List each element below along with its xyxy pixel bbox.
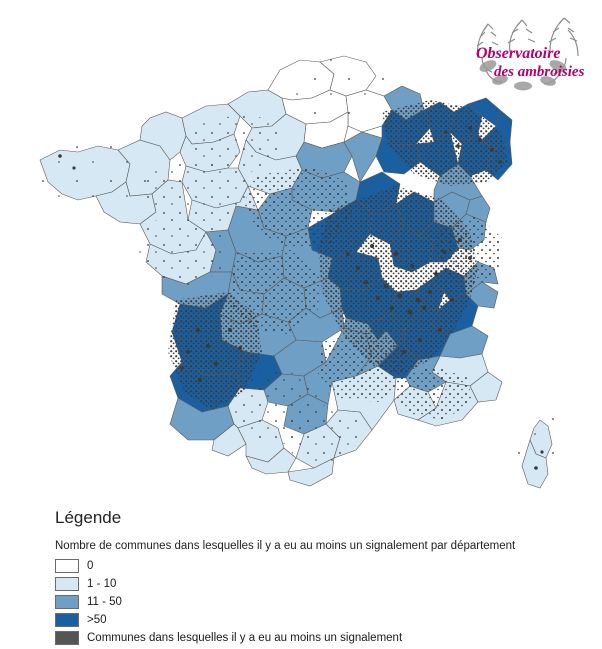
legend-swatch-4 [55, 631, 79, 645]
legend-item-3 [55, 612, 402, 628]
legend-label-2: 11 - 50 [87, 596, 122, 608]
legend-label-4: Communes dans lesquelles il y a eu au moins un signalement [87, 632, 403, 644]
legend-item-4 [55, 630, 402, 646]
legend-swatch-3 [55, 613, 79, 627]
logo-text-line2: des ambroisies [494, 64, 585, 80]
legend-item-0 [55, 558, 402, 574]
legend-label-0: 0 [87, 560, 94, 572]
legend-items [55, 558, 402, 648]
legend-item-1 [55, 576, 402, 592]
map-regions [34, 56, 558, 494]
logo-text-line1: Observatoire [476, 45, 561, 62]
legend-swatch-0 [55, 559, 79, 573]
legend-swatch-1 [55, 577, 79, 591]
legend-title: Légende [55, 508, 122, 527]
legend-swatch-2 [55, 595, 79, 609]
legend-label-3: >50 [87, 614, 107, 626]
legend-subtitle: Nombre de communes dans lesquelles il y a eu au moins un signalement par département [55, 540, 516, 552]
observatoire-des-ambroisies-logo [458, 12, 588, 98]
legend-item-2 [55, 594, 402, 610]
map-legend [0, 500, 602, 649]
legend-label-1: 1 - 10 [87, 578, 117, 590]
